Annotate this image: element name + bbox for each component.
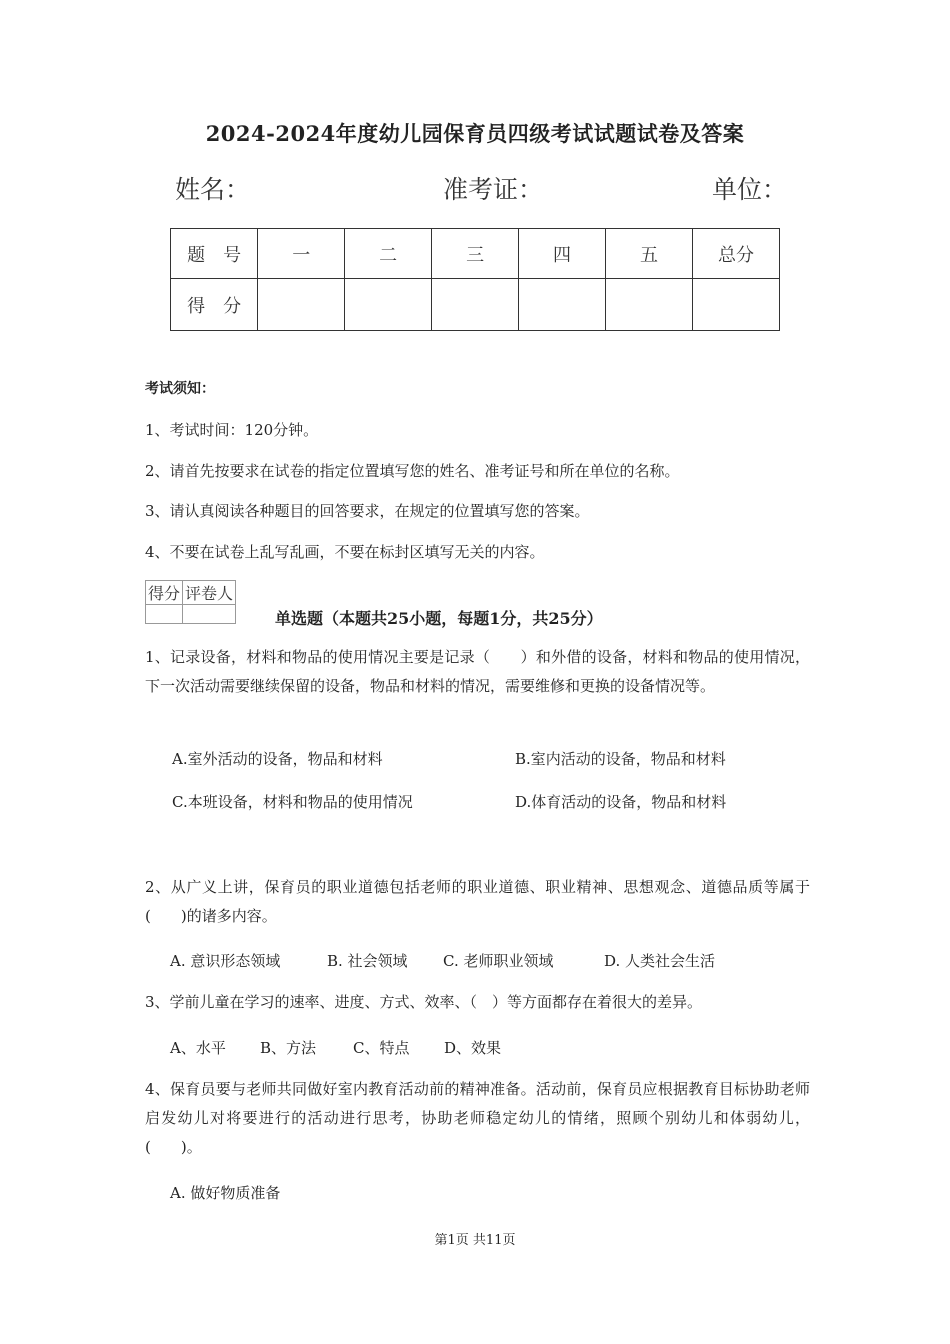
grader-name-blank[interactable] (183, 605, 236, 624)
option-2b[interactable]: B. 社会领域 (327, 952, 408, 970)
question-4: 4、保育员要与老师共同做好室内教育活动前的精神准备。活动前，保育员应根据教育目标协助老师启发幼儿对将要进行的活动进行思考，协助老师稳定幼儿的情绪，照顾个别幼儿和体弱幼儿，( )。 (145, 1080, 810, 1156)
score-table-cell: 三 (432, 229, 519, 279)
option-3c[interactable]: C、特点 (353, 1039, 410, 1057)
notice-item: 4、不要在试卷上乱写乱画，不要在标封区填写无关的内容。 (145, 543, 545, 561)
exam-number-label: 准考证： (443, 175, 544, 204)
score-table-cell: 五 (606, 229, 693, 279)
notice-heading: 考试须知： (145, 381, 215, 397)
score-table-cell: 一 (258, 229, 345, 279)
score-blank-cell[interactable] (692, 279, 779, 331)
question-1: 1、记录设备，材料和物品的使用情况主要是记录（ ）和外借的设备，材料和物品的使用情况，下一次活动需要继续保留的设备，物品和材料的情况，需要维修和更换的设备情况等。 (145, 648, 810, 695)
grader-score-blank[interactable] (146, 605, 183, 624)
option-2c[interactable]: C. 老师职业领域 (443, 952, 554, 970)
section-heading: 单选题（本题共25小题，每题1分，共25分） (275, 609, 603, 628)
option-3b[interactable]: B、方法 (260, 1039, 317, 1057)
score-table-cell: 二 (345, 229, 432, 279)
notice-item: 2、请首先按要求在试卷的指定位置填写您的姓名、准考证号和所在单位的名称。 (145, 462, 680, 480)
score-table-header-row (171, 229, 780, 279)
notice-item: 1、考试时间：120分钟。 (145, 421, 319, 439)
score-blank-cell[interactable] (519, 279, 606, 331)
option-4a[interactable]: A. 做好物质准备 (170, 1184, 281, 1202)
score-table (170, 228, 780, 331)
page-title: 2024-2024年度幼儿园保育员四级考试试题试卷及答案 (205, 121, 745, 146)
option-2a[interactable]: A. 意识形态领域 (170, 952, 281, 970)
grader-score-label: 得分 (146, 581, 183, 605)
grader-name-label: 评卷人 (183, 581, 236, 605)
page-footer: 第1页 共11页 (434, 1233, 516, 1248)
unit-label: 单位： (712, 175, 788, 204)
question-3: 3、学前儿童在学习的速率、进度、方式、效率、（ ）等方面都存在着很大的差异。 (145, 993, 703, 1011)
question-2: 2、从广义上讲，保育员的职业道德包括老师的职业道德、职业精神、思想观念、道德品质等属于( )的诸多内容。 (145, 878, 810, 925)
score-table-cell: 总分 (692, 229, 779, 279)
option-3a[interactable]: A、水平 (170, 1039, 226, 1057)
score-blank-cell[interactable] (606, 279, 693, 331)
name-label: 姓名： (175, 175, 251, 204)
score-table-cell: 题 号 (171, 229, 258, 279)
option-3d[interactable]: D、效果 (444, 1039, 502, 1057)
grader-box (145, 580, 236, 624)
option-1d[interactable]: D.体育活动的设备，物品和材料 (515, 793, 727, 811)
score-table-score-row (171, 279, 780, 331)
score-blank-cell[interactable] (345, 279, 432, 331)
score-blank-cell[interactable] (432, 279, 519, 331)
score-table-cell: 得 分 (171, 279, 258, 331)
option-2d[interactable]: D. 人类社会生活 (604, 952, 716, 970)
score-table-cell: 四 (519, 229, 606, 279)
score-blank-cell[interactable] (258, 279, 345, 331)
option-1a[interactable]: A.室外活动的设备，物品和材料 (172, 750, 383, 768)
option-1c[interactable]: C.本班设备，材料和物品的使用情况 (172, 793, 413, 811)
notice-item: 3、请认真阅读各种题目的回答要求，在规定的位置填写您的答案。 (145, 502, 590, 520)
option-1b[interactable]: B.室内活动的设备，物品和材料 (515, 750, 726, 768)
